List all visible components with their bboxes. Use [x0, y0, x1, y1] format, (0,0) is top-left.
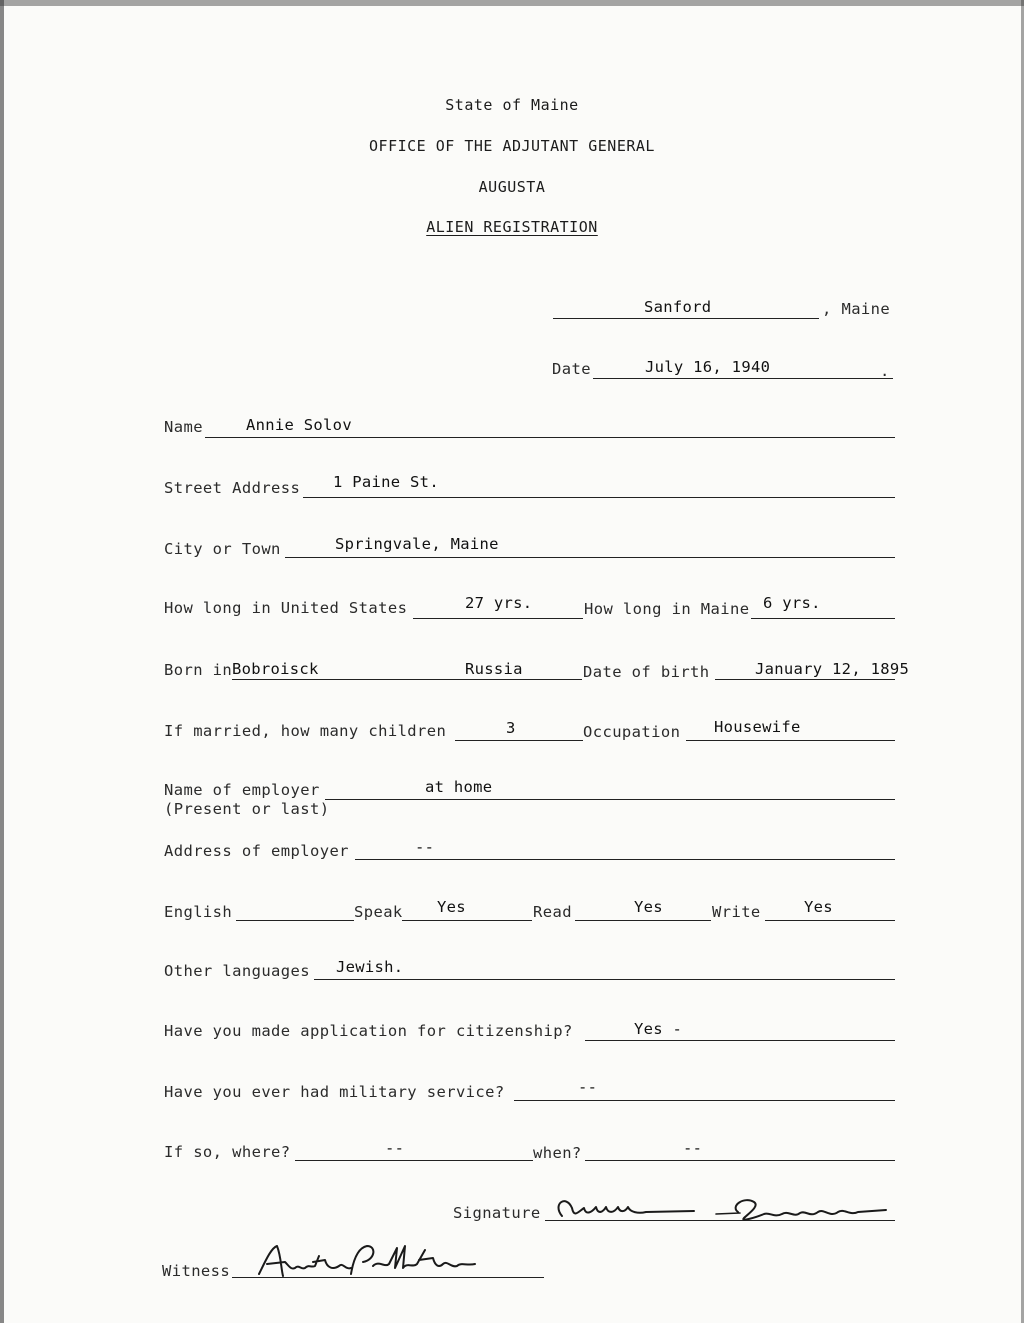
signature-label: Signature [453, 1204, 541, 1222]
english-read-label: Read [533, 903, 572, 921]
date-of-birth-label: Date of birth [583, 663, 710, 681]
city-or-town-value: Springvale, Maine [335, 535, 499, 553]
employer-address-line [355, 859, 895, 860]
years-us-value: 27 yrs. [465, 594, 533, 612]
english-write-value: Yes [804, 898, 833, 916]
citizenship-label: Have you made application for citizenship? [164, 1022, 573, 1040]
employer-name-sublabel: (Present or last) [164, 800, 330, 818]
date-of-birth-line [715, 679, 895, 680]
employer-address-value: -- [415, 838, 435, 856]
occupation-value: Housewife [714, 718, 801, 736]
date-value: July 16, 1940 [645, 358, 771, 376]
form-title: ALIEN REGISTRATION [426, 218, 598, 236]
witness-handwriting [255, 1238, 485, 1284]
military-line [514, 1100, 895, 1101]
years-maine-label: How long in Maine [584, 600, 750, 618]
other-languages-label: Other languages [164, 962, 310, 980]
citizenship-value: Yes - [634, 1020, 683, 1038]
header-state: State of Maine [445, 96, 579, 114]
date-of-birth-value: January 12, 1895 [755, 660, 910, 678]
english-write-line [765, 920, 895, 921]
occupation-line [686, 740, 895, 741]
witness-label: Witness [162, 1262, 231, 1280]
years-maine-line [751, 618, 895, 619]
city-or-town-line [285, 557, 895, 558]
born-in-line [232, 679, 582, 680]
date-line [593, 378, 893, 379]
employer-name-label: Name of employer [164, 781, 320, 799]
english-write-label: Write [712, 903, 761, 921]
other-languages-line [314, 979, 895, 980]
city-or-town-label: City or Town [164, 540, 281, 558]
street-address-value: 1 Paine St. [333, 473, 439, 491]
location-town-value: Sanford [644, 298, 712, 316]
name-line [205, 437, 895, 438]
scan-edge-left [0, 0, 4, 1323]
when-label: when? [533, 1144, 582, 1162]
employer-address-label: Address of employer [164, 842, 349, 860]
street-address-label: Street Address [164, 479, 301, 497]
english-line [236, 920, 354, 921]
date-label: Date [552, 360, 591, 378]
english-speak-line [402, 920, 532, 921]
header-office: OFFICE OF THE ADJUTANT GENERAL [369, 137, 655, 155]
employer-name-line [325, 799, 895, 800]
other-languages-value: Jewish. [336, 958, 404, 976]
name-value: Annie Solov [246, 416, 352, 434]
military-label: Have you ever had military service? [164, 1083, 505, 1101]
where-line [295, 1160, 533, 1161]
header-city: AUGUSTA [478, 178, 546, 196]
english-read-line [575, 920, 711, 921]
years-us-label: How long in United States [164, 599, 408, 617]
years-us-line [413, 618, 583, 619]
location-line [553, 318, 819, 319]
english-label: English [164, 903, 233, 921]
children-label: If married, how many children [164, 722, 447, 740]
children-value: 3 [506, 719, 516, 737]
when-value: -- [683, 1139, 703, 1157]
scan-edge-top [0, 0, 1024, 6]
english-speak-label: Speak [354, 903, 403, 921]
when-line [585, 1160, 895, 1161]
where-label: If so, where? [164, 1143, 291, 1161]
years-maine-value: 6 yrs. [763, 594, 821, 612]
signature-handwriting [548, 1188, 893, 1233]
employer-name-value: at home [425, 778, 493, 796]
where-value: -- [385, 1139, 405, 1157]
citizenship-line [585, 1040, 895, 1041]
children-line [455, 740, 583, 741]
military-value: -- [578, 1078, 598, 1096]
name-label: Name [164, 418, 203, 436]
born-in-label: Born in [164, 661, 233, 679]
street-address-line [303, 497, 895, 498]
date-end-mark: . [880, 362, 890, 380]
english-speak-value: Yes [437, 898, 466, 916]
location-state-suffix: , Maine [822, 300, 891, 318]
born-in-country-value: Russia [465, 660, 523, 678]
born-in-place-value: Bobroisck [232, 660, 319, 678]
occupation-label: Occupation [583, 723, 681, 741]
english-read-value: Yes [634, 898, 663, 916]
